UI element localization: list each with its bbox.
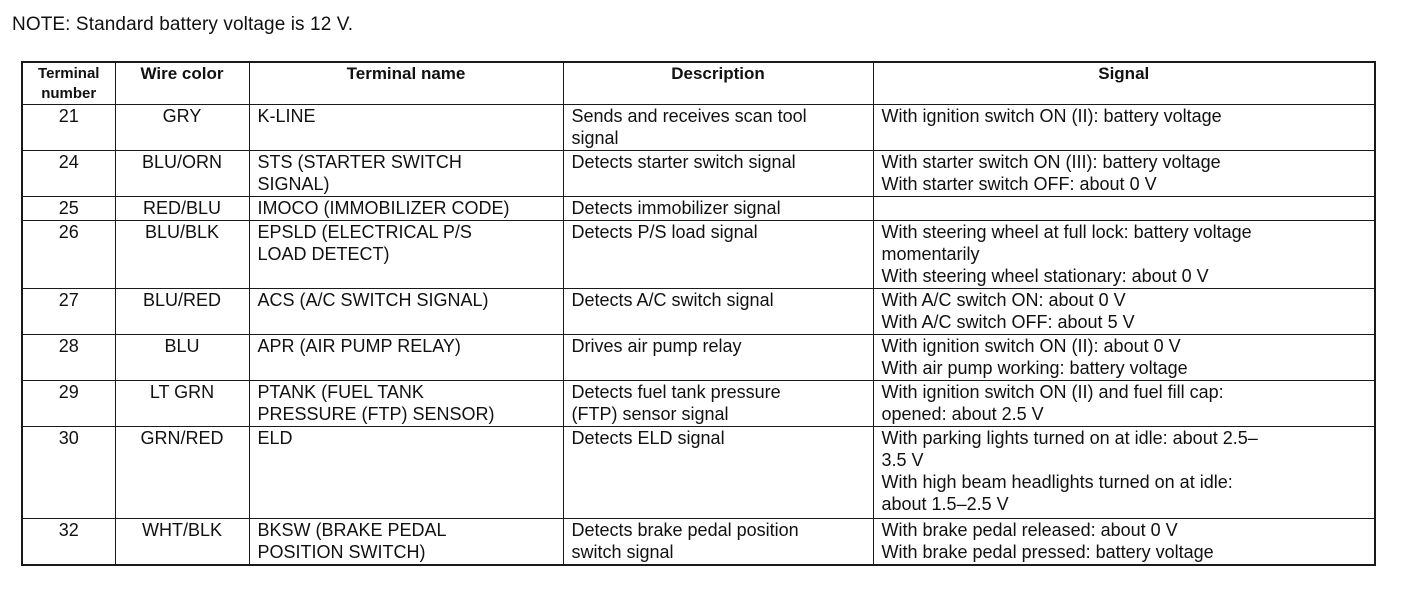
signal-line: With brake pedal released: about 0 V (881, 520, 1178, 540)
signal-line: momentarily (881, 244, 980, 264)
signal-line: With starter switch OFF: about 0 V (881, 174, 1157, 194)
description-line: (FTP) sensor signal (571, 404, 729, 424)
table-row (22, 519, 1375, 565)
description-cell (563, 151, 873, 197)
description-cell (563, 427, 873, 519)
header-terminal-name: Terminal name (249, 62, 563, 105)
terminal-name-cell (249, 519, 563, 565)
signal-line: With steering wheel at full lock: battery voltage (881, 222, 1252, 242)
signal-line: With air pump working: battery voltage (881, 358, 1188, 378)
description-cell (563, 335, 873, 381)
terminal-name-line: LOAD DETECT) (257, 244, 390, 264)
terminal-table (21, 61, 1376, 566)
voltage-note: NOTE: Standard battery voltage is 12 V. (12, 14, 354, 35)
table-row (22, 289, 1375, 335)
terminal-name-line: ELD (257, 428, 293, 448)
description-line: Sends and receives scan tool (571, 106, 807, 126)
terminal-number-cell: 30 (22, 427, 115, 519)
signal-line: With starter switch ON (III): battery voltage (881, 152, 1221, 172)
signal-line: With steering wheel stationary: about 0 V (881, 266, 1209, 286)
signal-line: With high beam headlights turned on at idle: (881, 472, 1233, 492)
wire-color-cell: BLU (115, 335, 249, 381)
signal-line: With brake pedal pressed: battery voltage (881, 542, 1214, 562)
terminal-name-cell (249, 105, 563, 151)
wire-color-cell: LT GRN (115, 381, 249, 427)
terminal-name-line: ACS (A/C SWITCH SIGNAL) (257, 290, 489, 310)
terminal-name-line: STS (STARTER SWITCH (257, 152, 462, 172)
signal-cell (873, 221, 1375, 289)
signal-cell (873, 105, 1375, 151)
signal-cell (873, 381, 1375, 427)
terminal-name-cell (249, 151, 563, 197)
table-row (22, 221, 1375, 289)
description-line: Detects ELD signal (571, 428, 725, 448)
terminal-name-line: BKSW (BRAKE PEDAL (257, 520, 447, 540)
wire-color-cell: GRN/RED (115, 427, 249, 519)
description-line: Drives air pump relay (571, 336, 742, 356)
terminal-number-cell: 21 (22, 105, 115, 151)
table-row (22, 197, 1375, 221)
wire-color-cell: RED/BLU (115, 197, 249, 221)
signal-cell (873, 335, 1375, 381)
terminal-number-cell: 29 (22, 381, 115, 427)
signal-line: With parking lights turned on at idle: about 2.5– (881, 428, 1258, 448)
description-line: Detects fuel tank pressure (571, 382, 781, 402)
terminal-name-line: POSITION SWITCH) (257, 542, 426, 562)
wire-color-cell: BLU/ORN (115, 151, 249, 197)
table-row (22, 105, 1375, 151)
header-terminal-number (22, 62, 115, 105)
signal-line: With ignition switch ON (II): about 0 V (881, 336, 1181, 356)
table-row (22, 427, 1375, 519)
description-line: Detects brake pedal position (571, 520, 799, 540)
terminal-name-line: PTANK (FUEL TANK (257, 382, 424, 402)
signal-line: opened: about 2.5 V (881, 404, 1044, 424)
description-line: Detects immobilizer signal (571, 198, 781, 218)
terminal-name-cell (249, 335, 563, 381)
description-line: Detects A/C switch signal (571, 290, 774, 310)
signal-cell (873, 151, 1375, 197)
terminal-name-cell (249, 197, 563, 221)
signal-cell (873, 289, 1375, 335)
description-cell (563, 197, 873, 221)
header-terminal-number-line2: number (41, 85, 97, 102)
signal-line: With A/C switch ON: about 0 V (881, 290, 1126, 310)
description-cell (563, 105, 873, 151)
description-line: Detects starter switch signal (571, 152, 796, 172)
terminal-name-cell (249, 381, 563, 427)
description-line: Detects P/S load signal (571, 222, 758, 242)
wire-color-cell: BLU/RED (115, 289, 249, 335)
terminal-number-cell: 25 (22, 197, 115, 221)
signal-line: With ignition switch ON (II): battery voltage (881, 106, 1222, 126)
table-row (22, 151, 1375, 197)
description-line: switch signal (571, 542, 674, 562)
terminal-name-line: IMOCO (IMMOBILIZER CODE) (257, 198, 510, 218)
signal-cell (873, 197, 1375, 221)
table-body (22, 105, 1375, 565)
wire-color-cell: WHT/BLK (115, 519, 249, 565)
table-row (22, 381, 1375, 427)
terminal-name-cell (249, 289, 563, 335)
terminal-number-cell: 26 (22, 221, 115, 289)
description-cell (563, 221, 873, 289)
terminal-number-cell: 32 (22, 519, 115, 565)
terminal-name-cell (249, 221, 563, 289)
terminal-number-cell: 28 (22, 335, 115, 381)
terminal-name-line: PRESSURE (FTP) SENSOR) (257, 404, 495, 424)
description-cell (563, 381, 873, 427)
terminal-name-cell (249, 427, 563, 519)
terminal-number-cell: 24 (22, 151, 115, 197)
signal-line: 3.5 V (881, 450, 924, 470)
table-header-row (22, 62, 1375, 105)
header-terminal-number-line1: Terminal (38, 65, 100, 82)
table-row (22, 335, 1375, 381)
wire-color-cell: GRY (115, 105, 249, 151)
signal-cell (873, 519, 1375, 565)
signal-line: With ignition switch ON (II) and fuel fill cap: (881, 382, 1224, 402)
terminal-name-line: SIGNAL) (257, 174, 330, 194)
description-line: signal (571, 128, 619, 148)
header-wire-color: Wire color (115, 62, 249, 105)
signal-line: With A/C switch OFF: about 5 V (881, 312, 1135, 332)
header-description: Description (563, 62, 873, 105)
header-signal: Signal (873, 62, 1375, 105)
signal-cell (873, 427, 1375, 519)
description-cell (563, 289, 873, 335)
terminal-name-line: K-LINE (257, 106, 316, 126)
wire-color-cell: BLU/BLK (115, 221, 249, 289)
terminal-name-line: EPSLD (ELECTRICAL P/S (257, 222, 472, 242)
terminal-number-cell: 27 (22, 289, 115, 335)
terminal-name-line: APR (AIR PUMP RELAY) (257, 336, 461, 356)
description-cell (563, 519, 873, 565)
signal-line: about 1.5–2.5 V (881, 494, 1009, 514)
